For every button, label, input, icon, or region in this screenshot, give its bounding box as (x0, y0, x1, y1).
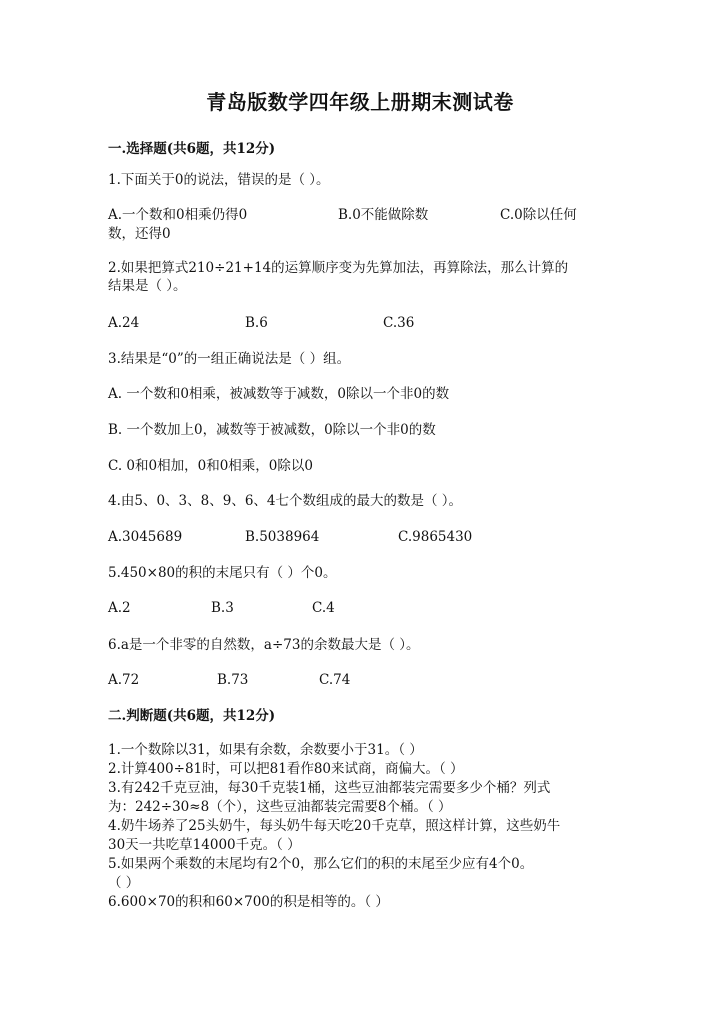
judgement-line: 为：242÷30≈8（个），这些豆油都装完需要8个桶。（ ） (108, 799, 452, 815)
judgement-line: 4.奶牛场养了25头奶牛，每头奶牛每天吃20千克草，照这样计算，这些奶牛 (108, 818, 561, 834)
question-3-option-a: A. 一个数和0相乘，被减数等于减数，0除以一个非0的数 (108, 386, 450, 402)
judgement-line: 30天一共吃草14000千克。（ ） (108, 837, 301, 853)
question-6-option-b: B.73 (217, 672, 249, 688)
question-1-option-c: C.0除以任何 (500, 207, 577, 223)
question-6-option-a: A.72 (108, 672, 140, 688)
question-6-option-c: C.74 (319, 672, 351, 688)
judgement-line: 2.计算400÷81时，可以把81看作80来试商，商偏大。（ ） (108, 761, 464, 777)
question-3-option-c: C. 0和0相加，0和0相乘，0除以0 (108, 458, 313, 474)
question-4-option-c: C.9865430 (398, 529, 473, 545)
question-2-option-c: C.36 (383, 315, 415, 331)
question-1-stem: 1.下面关于0的说法，错误的是（ ）。 (108, 172, 330, 188)
section-heading-judgement: 二.判断题(共6题，共12分) (108, 708, 276, 724)
question-3-stem: 3.结果是“0”的一组正确说法是（ ）组。 (108, 351, 351, 367)
judgement-line: （ ） (108, 875, 140, 891)
question-6-stem: 6.a是一个非零的自然数，a÷73的余数最大是（ ）。 (108, 637, 420, 653)
question-5-option-c: C.4 (312, 600, 335, 616)
question-2-stem-line1: 2.如果把算式210÷21+14的运算顺序变为先算加法，再算除法，那么计算的 (108, 260, 569, 276)
judgement-line: 1.一个数除以31，如果有余数，余数要小于31。（ ） (108, 742, 423, 758)
question-2-option-a: A.24 (108, 315, 140, 331)
question-5-option-a: A.2 (108, 600, 131, 616)
question-5-stem: 5.450×80的积的末尾只有（ ）个0。 (108, 565, 337, 581)
question-5-option-b: B.3 (211, 600, 234, 616)
question-1-option-a: A.一个数和0相乘仍得0 (108, 207, 248, 223)
judgement-line: 6.600×70的积和60×700的积是相等的。（ ） (108, 894, 389, 910)
question-4-stem: 4.由5、0、3、8、9、6、4七个数组成的最大的数是（ ）。 (108, 493, 463, 509)
page-title: 青岛版数学四年级上册期末测试卷 (206, 90, 514, 114)
question-2-stem-line2: 结果是（ ）。 (108, 278, 187, 294)
question-3-option-b: B. 一个数加上0，减数等于被减数，0除以一个非0的数 (108, 422, 436, 438)
judgement-line: 3.有242千克豆油，每30千克装1桶，这些豆油都装完需要多少个桶？列式 (108, 780, 551, 796)
question-4-option-b: B.5038964 (245, 529, 320, 545)
question-1-option-b: B.0不能做除数 (338, 207, 429, 223)
question-4-option-a: A.3045689 (108, 529, 183, 545)
question-1-option-c-cont: 数，还得0 (108, 226, 171, 242)
judgement-line: 5.如果两个乘数的末尾均有2个0，那么它们的积的末尾至少应有4个0。 (108, 856, 534, 872)
question-2-option-b: B.6 (245, 315, 268, 331)
section-heading-choice: 一.选择题(共6题，共12分) (108, 141, 276, 157)
